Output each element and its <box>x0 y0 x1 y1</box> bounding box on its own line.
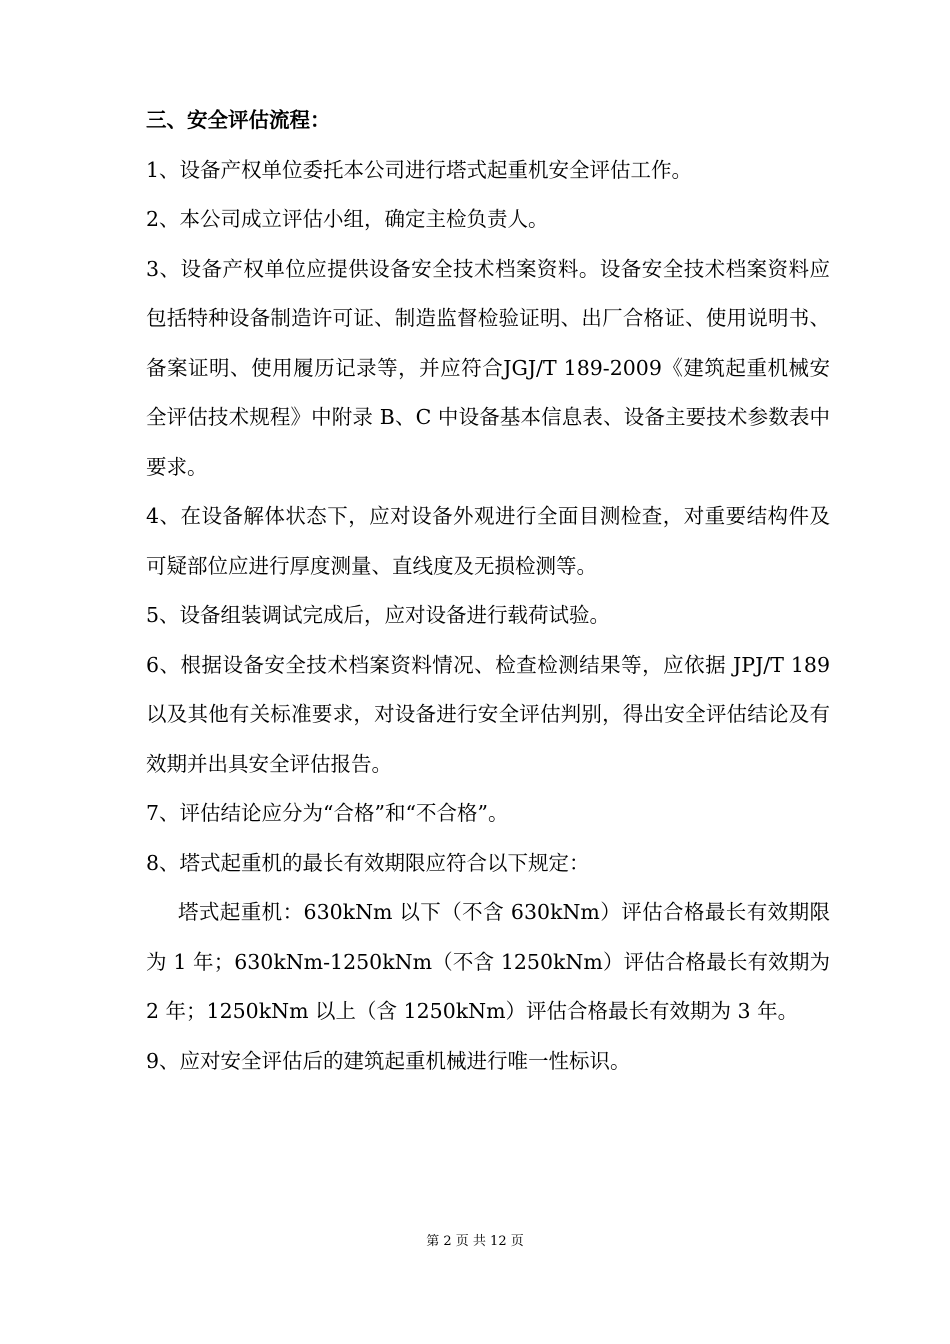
list-item-3: 3、设备产权单位应提供设备安全技术档案资料。设备安全技术档案资料应包括特种设备制造许可证、制造监督检验证明、出厂合格证、使用说明书、备案证明、使用履历记录等，并应符合JGJ/T 189-2009《建筑起重机械安全评估技术规程》中附录 B、C 中设备基本信息表、设备主要技术参数表中要求。 <box>146 256 830 479</box>
list-item-2: 2、本公司成立评估小组，确定主检负责人。 <box>146 207 549 231</box>
list-item-8: 8、塔式起重机的最长有效期限应符合以下规定： <box>146 850 590 875</box>
list-item-4: 4、在设备解体状态下，应对设备外观进行全面目测检查，对重要结构件及可疑部位应进行厚度测量、直线度及无损检测等。 <box>146 504 830 578</box>
list-item-1: 1、设备产权单位委托本公司进行塔式起重机安全评估工作。 <box>146 157 693 182</box>
list-item-5: 5、设备组装调试完成后，应对设备进行载荷试验。 <box>146 603 611 627</box>
list-item-6: 6、根据设备安全技术档案资料情况、检查检测结果等，应依据 JPJ/T 189 以及其他有关标准要求，对设备进行安全评估判别，得出安全评估结论及有效期并出具安全评估报告。 <box>146 652 830 776</box>
list-item-9: 9、应对安全评估后的建筑起重机械进行唯一性标识。 <box>146 1048 631 1073</box>
section-body <box>146 96 830 1086</box>
section-heading: 三、安全评估流程： <box>146 108 331 132</box>
list-item-7: 7、评估结论应分为“合格”和“不合格”。 <box>146 801 509 825</box>
page-number-footer: 第 2 页 共 12 页 <box>426 1234 524 1249</box>
validity-rules-paragraph: 塔式起重机：630kNm 以下（不含 630kNm）评估合格最长有效期限为 1 年；630kNm-1250kNm（不含 1250kNm）评估合格最长有效期为 2 年；1250kNm 以上（含 1250kNm）评估合格最长有效期为 3 年。 <box>146 900 830 1023</box>
